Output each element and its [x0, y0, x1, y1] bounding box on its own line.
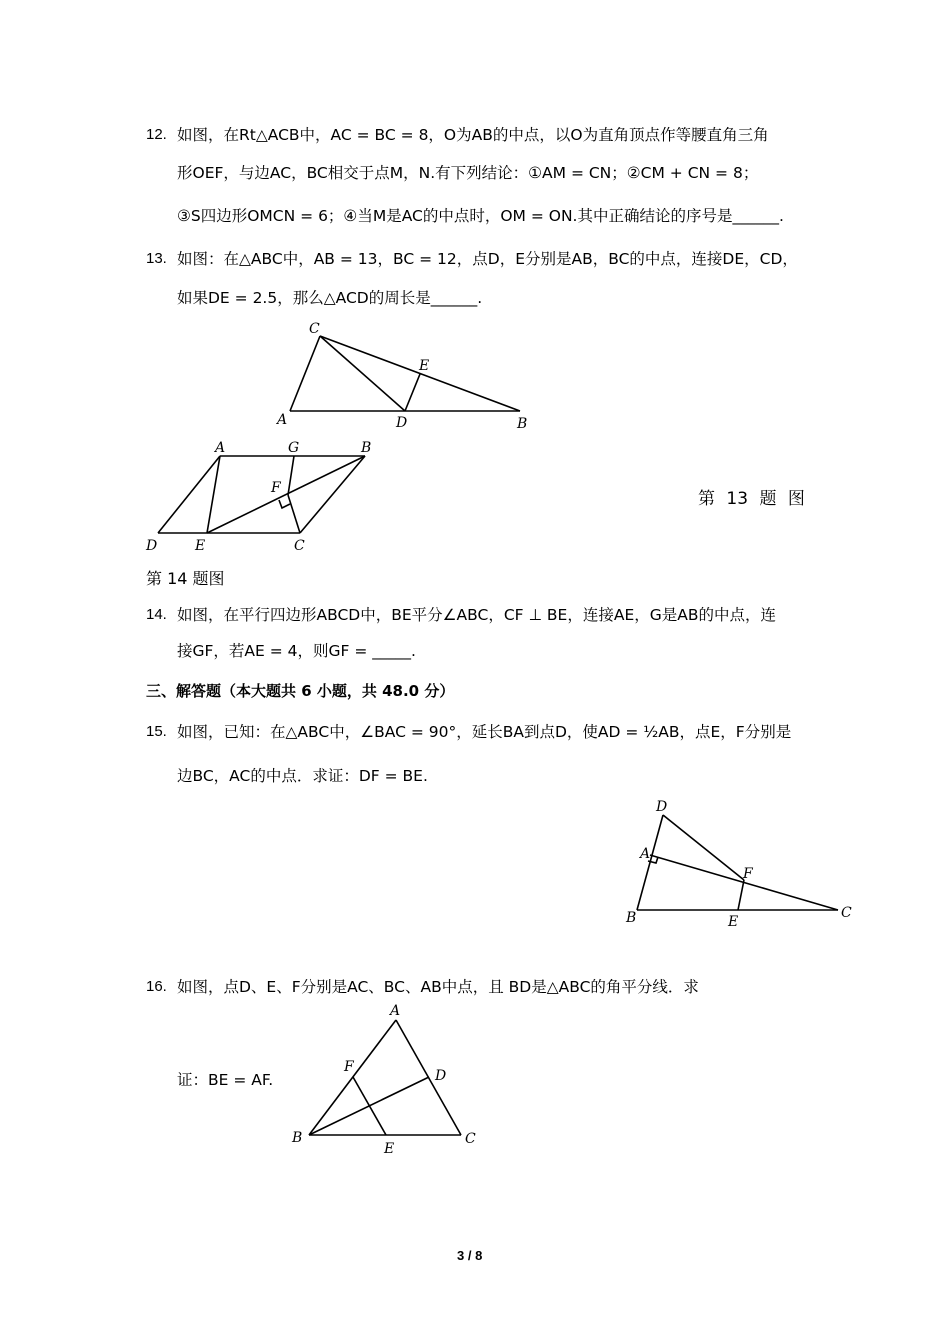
fig14-label-A: A [215, 440, 226, 456]
fig16-label-F: F [344, 1059, 354, 1075]
q12-line-1: 如图，在Rt△ACB中，AC = BC = 8，O为AB的中点，以O为直角顶点作等腰直角三角 [177, 126, 769, 144]
figure-13-lines [290, 336, 520, 411]
q16-line-2: 证：BE = AF. [177, 1071, 274, 1089]
fig16-label-B: B [292, 1130, 303, 1146]
q14-line-1: 如图，在平行四边形ABCD中，BE平分∠ABC，CF ⊥ BE，连接AE，G是AB的中点，连 [177, 606, 776, 624]
q16-number: 16. [146, 978, 167, 995]
q16-line-1: 如图，点D、E、F分别是AC、BC、AB中点，且 BD是△ABC的角平分线．求 [177, 978, 699, 996]
fig16-label-D: D [435, 1068, 447, 1084]
figure-13-caption: 第 13 题 图 [698, 489, 805, 509]
q12-line-3: ③S四边形OMCN = 6；④当M是AC的中点时，OM = ON.其中正确结论的序号是______. [177, 207, 784, 225]
fig14-label-G: G [288, 440, 300, 456]
q13-line-2: 如果DE = 2.5，那么△ACD的周长是______. [177, 289, 483, 307]
q14-number: 14. [146, 606, 167, 623]
fig13-label-C: C [309, 321, 320, 337]
fig14-label-D: D [146, 538, 158, 554]
q15-line-1: 如图，已知：在△ABC中，∠BAC = 90°，延长BA到点D，使AD = ½AB，点E，F分别是 [177, 723, 792, 741]
fig14-label-E: E [195, 538, 206, 554]
figure-15-lines [637, 815, 838, 910]
page-number: 3 / 8 [457, 1248, 483, 1263]
q15-line-2: 边BC，AC的中点．求证：DF = BE. [177, 767, 428, 785]
fig15-label-D: D [656, 799, 668, 815]
figure-14-lines [158, 456, 365, 533]
fig15-label-F: F [743, 866, 753, 882]
fig15-label-E: E [728, 914, 739, 930]
figure-14-caption: 第 14 题图 [146, 569, 225, 588]
q12-number: 12. [146, 126, 167, 143]
q13-number: 13. [146, 250, 167, 267]
section-3-heading: 三、解答题（本大题共 6 小题，共 48.0 分） [146, 682, 455, 700]
q15-number: 15. [146, 723, 167, 740]
fig16-label-A: A [390, 1003, 401, 1019]
q13-line-1: 如图：在△ABC中，AB = 13，BC = 12，点D，E分别是AB，BC的中点，连接DE，CD， [177, 250, 798, 268]
fig14-label-C: C [294, 538, 305, 554]
fig13-label-B: B [517, 416, 528, 432]
q14-line-2: 接GF，若AE = 4，则GF = _____. [177, 642, 416, 660]
fig13-label-E: E [419, 358, 430, 374]
q12-line-2: 形OEF，与边AC，BC相交于点M，N.有下列结论：①AM = CN；②CM + CN = 8； [177, 164, 759, 182]
fig15-label-B: B [626, 910, 637, 926]
fig14-label-F: F [271, 480, 281, 496]
fig13-label-A: A [277, 412, 288, 428]
fig15-label-C: C [841, 905, 852, 921]
fig14-label-B: B [361, 440, 372, 456]
fig16-label-C: C [465, 1131, 476, 1147]
fig15-label-A: A [640, 846, 651, 862]
fig13-label-D: D [396, 415, 408, 431]
fig16-label-E: E [384, 1141, 395, 1157]
